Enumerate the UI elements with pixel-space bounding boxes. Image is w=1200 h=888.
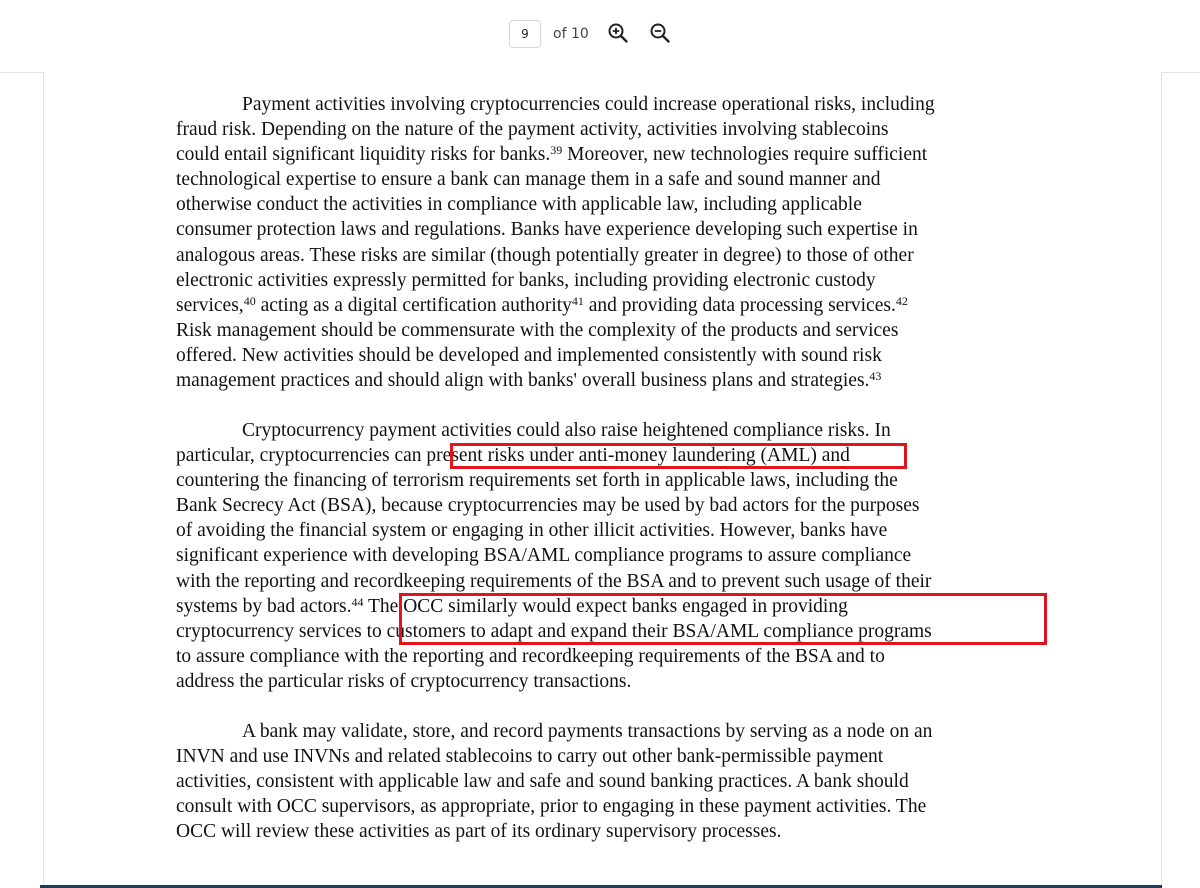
text-line: consumer protection laws and regulations. Banks have experience developing such expertise in — [176, 219, 918, 241]
text-line: electronic activities expressly permitted for banks, including providing electronic custody — [176, 269, 876, 291]
text-line: INVN and use INVNs and related stablecoins to carry out other bank-permissible payment — [176, 746, 884, 768]
text-line: fraud risk. Depending on the nature of the payment activity, activities involving stablecoins — [176, 119, 889, 141]
zoom-in-button[interactable] — [606, 21, 630, 45]
text-line: cryptocurrency services to customers to adapt and expand their BSA/AML compliance programs — [176, 620, 932, 642]
text-line: consult with OCC supervisors, as appropriate, prior to engaging in these payment activities. The — [176, 796, 927, 818]
text-line: Cryptocurrency payment activities could also raise heightened compliance risks. In — [242, 420, 891, 441]
text-line: countering the financing of terrorism requirements set forth in applicable laws, including the — [176, 470, 898, 492]
text-line: offered. New activities should be developed and implemented consistently with sound risk — [176, 344, 882, 366]
paragraph-node-validation — [176, 719, 1036, 844]
zoom-out-icon — [649, 22, 671, 44]
text-line: activities, consistent with applicable law and safe and sound banking practices. A bank should — [176, 771, 909, 793]
text-line: Risk management should be commensurate with the complexity of the products and services — [176, 319, 899, 341]
text-line: address the particular risks of cryptocurrency transactions. — [176, 670, 632, 692]
page-count-label: of 10 — [553, 26, 589, 42]
footnote-ref[interactable]: 39 — [550, 143, 563, 158]
text-line: analogous areas. These risks are similar (though potentially greater in degree) to those of other — [176, 244, 914, 266]
highlight-box-aml — [450, 443, 907, 469]
text-line: with the reporting and recordkeeping requirements of the BSA and to prevent such usage of their — [176, 570, 932, 592]
footnote-ref[interactable]: 42 — [895, 293, 908, 308]
text-line: A bank may validate, store, and record payments transactions by serving as a node on an — [242, 721, 933, 742]
text-line: could entail significant liquidity risks for banks.$^{39}$ Moreover, new technologies require sufficient — [176, 143, 928, 166]
paragraph-operational-risks — [176, 92, 1036, 393]
footnote-ref[interactable]: 44 — [351, 594, 364, 609]
text-line: technological expertise to ensure a bank can manage them in a safe and sound manner and — [176, 169, 881, 191]
zoom-out-button[interactable] — [648, 21, 672, 45]
text-line: significant experience with developing BSA/AML compliance programs to assure compliance — [176, 545, 912, 567]
text-line: management practices and should align with banks' overall business plans and strategies.$^{43}$ — [176, 369, 882, 392]
text-line: of avoiding the financial system or engaging in other illicit activities. However, banks have — [176, 520, 888, 542]
text-line: particular, cryptocurrencies can present risks under anti-money laundering (AML) and — [176, 445, 850, 467]
highlight-box-occ-expectation — [399, 593, 1047, 645]
text-line: systems by bad actors.$^{44}$ The OCC similarly would expect banks engaged in providing — [176, 594, 848, 617]
footnote-ref[interactable]: 40 — [243, 293, 256, 308]
text-line: Bank Secrecy Act (BSA), because cryptocurrencies may be used by bad actors for the purposes — [176, 495, 920, 517]
text-line: Payment activities involving cryptocurrencies could increase operational risks, including — [242, 94, 935, 115]
text-line: otherwise conduct the activities in compliance with applicable law, including applicable — [176, 194, 862, 216]
text-line: services,$^{40}$ acting as a digital certification authority$^{41}$ and providing data processing services.$^{42}$ — [176, 293, 908, 316]
zoom-in-icon — [607, 22, 629, 44]
footnote-ref[interactable]: 43 — [869, 369, 882, 384]
text-line: OCC will review these activities as part of its ordinary supervisory processes. — [176, 821, 782, 843]
text-line: to assure compliance with the reporting and recordkeeping requirements of the BSA and to — [176, 645, 885, 667]
viewer-toolbar — [0, 0, 1200, 73]
footnote-ref[interactable]: 41 — [571, 293, 584, 308]
page-number-input[interactable] — [509, 20, 541, 48]
